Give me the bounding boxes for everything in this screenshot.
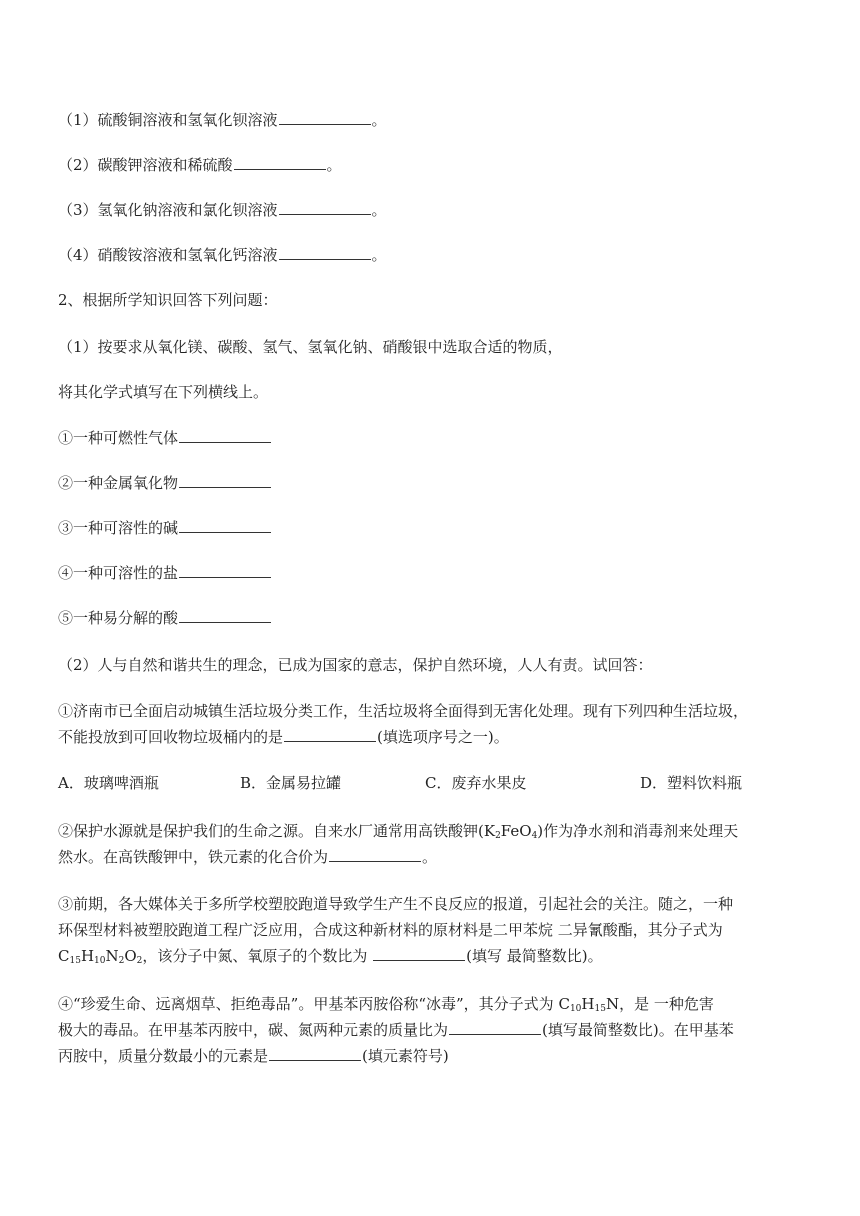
option-b: B．金属易拉罐 <box>240 774 342 792</box>
part-2-intro: （2）人与自然和谐共生的理念，已成为国家的意志，保护自然环境，人人有责。试回答： <box>58 656 653 674</box>
option-a: A．玻璃啤酒瓶 <box>58 774 159 792</box>
question-1-2: （2）碳酸钾溶液和稀硫酸 。 <box>58 156 342 174</box>
option-c: C．废弃水果皮 <box>425 774 527 792</box>
answer-blank[interactable] <box>279 123 371 125</box>
question-a: ①济南市已全面启动城镇生活垃圾分类工作，生活垃圾将全面得到无害化处理。现有下列四种生活垃圾， 不能投放到可回收物垃圾桶内的是 (填选项序号之一)。 <box>58 702 749 746</box>
formula-c15h10n2o2: $C_{15}H_{10}N_2O_2$ <box>58 947 143 966</box>
answer-blank[interactable] <box>373 959 465 961</box>
answer-blank[interactable] <box>179 486 271 488</box>
question-1-3: （3）氢氧化钠溶液和氯化钡溶液 。 <box>58 201 387 219</box>
question-c: ③前期，各大媒体关于多所学校塑胶跑道导致学生产生不良反应的报道，引起社会的关注。随之，一种 环保型材料被塑胶跑道工程广泛应用，合成这种新材料的原材料是二甲苯烷 二异氰酸酯，其分子式为 $C_{15}H_{10}N_2O_2$，该分子中氮、氧原子的个数比为 (填写 最简整数比)。 <box>58 895 734 966</box>
part-1-line-2: 将其化学式填写在下列横线上。 <box>58 383 269 401</box>
item-1: ①一种可燃性气体 <box>58 428 272 448</box>
answer-blank[interactable] <box>234 168 326 170</box>
answer-blank[interactable] <box>179 531 271 533</box>
answer-blank[interactable] <box>449 1033 541 1035</box>
answer-blank[interactable] <box>179 576 271 578</box>
answer-blank[interactable] <box>179 621 271 623</box>
option-d: D．塑料饮料瓶 <box>640 774 743 792</box>
item-3: ③一种可溶性的碱 <box>58 518 272 538</box>
item-2: ②一种金属氧化物 <box>58 473 272 493</box>
answer-blank[interactable] <box>279 213 371 215</box>
item-5: ⑤一种易分解的酸 <box>58 608 272 628</box>
answer-blank[interactable] <box>329 860 421 862</box>
question-d: ④“珍爱生命、远离烟草、拒绝毒品”。甲基苯丙胺俗称“冰毒”，其分子式为 $C_{10}H_{15}N$，是 一种危害 极大的毒品。在甲基苯丙胺中，碳、氮两种元素的质量比为 (填写最简整数比)。在甲基苯 丙胺中，质量分数最小的元素是 (填元素符号) <box>58 995 734 1065</box>
part-1-line-1: （1）按要求从氧化镁、碳酸、氢气、氢氧化钠、硝酸银中选取合适的物质， <box>58 338 563 356</box>
question-1-1: （1）硫酸铜溶液和氢氧化钡溶液 。 <box>58 111 387 129</box>
item-4: ④一种可溶性的盐 <box>58 563 272 583</box>
answer-blank[interactable] <box>179 441 271 443</box>
answer-blank[interactable] <box>284 740 376 742</box>
question-1-4: （4）硝酸铵溶液和氢氧化钙溶液 。 <box>58 246 387 264</box>
answer-blank[interactable] <box>279 258 371 260</box>
question-2-title: 2、根据所学知识回答下列问题： <box>58 291 278 309</box>
question-b: ②保护水源就是保护我们的生命之源。自来水厂通常用高铁酸钾$(K_2FeO_4)$作为净水剂和消毒剂来处理天 然水。在高铁酸钾中，铁元素的化合价为 。 <box>58 822 739 866</box>
answer-blank[interactable] <box>269 1059 361 1061</box>
